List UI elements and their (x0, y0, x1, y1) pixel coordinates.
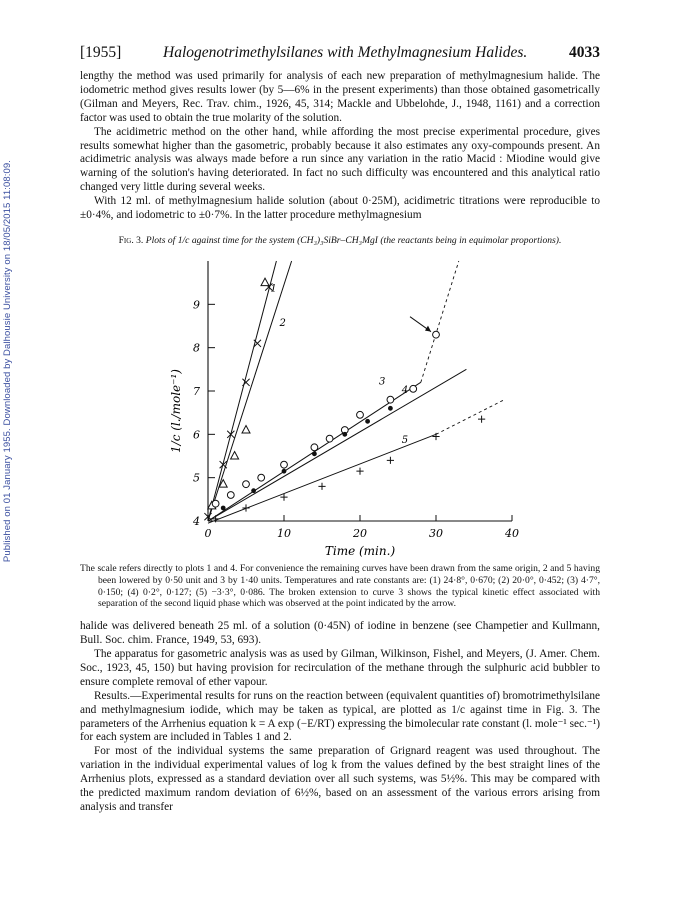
data-point-circle (212, 500, 219, 507)
series-label-1: 1 (270, 283, 277, 295)
data-point-circle (387, 396, 394, 403)
data-point-dot (282, 469, 287, 474)
y-axis-label: 1/c (l./mole⁻¹) (169, 368, 183, 453)
data-point-circle (311, 444, 318, 451)
data-point-dot (388, 406, 393, 411)
paragraph: The acidimetric method on the other hand, while affording the most precise experimental procedure, gives results somewhat higher than the gasometric, probably because it also estimates any oxy-compounds present. An acidimetric analysis was always made before a run since any variation in the ratio Macid : Miodine would give warning of the solution's having deteriorated. In fact no such difficulty was encountered and this analytical ratio changed very little during several weeks. (80, 125, 600, 194)
figure-note: The scale refers directly to plots 1 and 4. For convenience the remaining curves have been drawn from the same origin, 2 and 5 having been lowered by 0·50 unit and 3 by 1·40 units. Temperatures and rate constants are: (1) 24·8°, 0·670; (2) 20·0°, 0·452; (3) 4·7°, 0·150; (4) 0·2°, 0·127; (5) −3·3°, 0·086. The broken extension to curve 3 shows the typical kinetic effect associated with separation of the second liquid phase which was observed at the point indicated by the arrow. (80, 562, 600, 610)
data-point-plus (478, 416, 485, 423)
data-point-plus (387, 457, 394, 464)
paragraph: With 12 ml. of methylmagnesium halide solution (about 0·25M), acidimetric titrations were reproducible to ±0·4%, and iodometric to ±0·7%. In the latter procedure methylmagnesium (80, 195, 600, 222)
data-point-circle (433, 331, 440, 338)
data-point-dot (251, 488, 256, 493)
series-label-3: 3 (379, 376, 386, 388)
y-tick-label: 7 (193, 384, 200, 398)
kinetics-chart (80, 249, 600, 559)
fit-line-2 (208, 261, 292, 521)
figure-caption-text: Plots of 1/c against time for the system (CH₃)₃SiBr–CH₃MgI (the reactants being in equimolar proportions). (145, 234, 562, 246)
x-tick-label: 0 (204, 526, 212, 540)
data-point-circle (258, 474, 265, 481)
data-point-circle (243, 481, 250, 488)
data-point-dot (342, 432, 347, 437)
paragraph: The apparatus for gasometric analysis was as used by Gilman, Wilkinson, Fishel, and Meyers, (J. Amer. Chem. Soc., 1923, 45, 150) but having provision for recirculation of the methane through the sulphuric acid bubbler to ensure complete removal of ether vapour. (80, 647, 600, 688)
fit-line-1 (208, 261, 276, 521)
paragraph: lengthy the method was used primarily for analysis of each new preparation of methylmagnesium halide. The iodometric method gives results lower (by 5—6% in the present experiments) than those obtained gasometrically (Gilman and Meyers, Rec. Trav. chim., 1926, 45, 314; Mackle and Ubbelohde, J., 1948, 1161) and a correction factor was used to obtain the true molarity of the solution. (80, 70, 600, 124)
data-point-cross (242, 379, 249, 386)
series-label-2: 2 (279, 317, 286, 329)
data-point-cross (227, 431, 234, 438)
extension-line-5 (436, 400, 504, 435)
paragraph: halide was delivered beneath 25 ml. of a solution (0·45N) of iodine in benzene (see Champetier and Kullmann, Bull. Soc. chim. France, 1949, 53, 693). (80, 620, 600, 647)
data-point-plus (432, 433, 439, 440)
running-header (80, 44, 600, 62)
x-tick-label: 30 (429, 526, 443, 540)
figure-3 (80, 249, 600, 559)
y-tick-label: 8 (193, 341, 200, 355)
data-point-plus (242, 504, 249, 511)
paragraph: Results.—Experimental results for runs on the reaction between (equivalent quantities of) bromotrimethylsilane and methylmagnesium iodide, which may be taken as typical, are plotted as 1/c against time in Fig. 3. The parameters of the Arrhenius equation k = A exp (−E/RT) expressing the bimolecular rate constant (l. mole⁻¹ sec.⁻¹) for each system are included in Tables 1 and 2. (80, 689, 600, 744)
page-body (80, 44, 600, 815)
data-point-triangle (261, 278, 269, 286)
paragraph: For most of the individual systems the same preparation of Grignard reagent was used throughout. The variation in the individual experimental values of log k from the values defined by the best straight lines of the Arrhenius plots, expressed as a standard deviation over all such systems, was 5½%. This may be compared with the predicted maximum random deviation of 6½%, based on an assessment of the various errors arising from analysis and transfer (80, 745, 600, 813)
download-watermark: Published on 01 January 1955. Downloaded by Dalhousie University on 18/05/2015 11:08:09. (2, 160, 13, 563)
x-tick-label: 10 (277, 526, 291, 540)
y-tick-label: 9 (193, 298, 200, 312)
y-tick-label: 6 (193, 428, 200, 442)
series-label-4: 4 (401, 385, 409, 397)
data-point-circle (410, 385, 417, 392)
figure-notes (80, 563, 600, 610)
data-point-circle (326, 435, 333, 442)
data-point-triangle (231, 451, 239, 459)
header-year: [1955] (80, 44, 122, 61)
x-axis-label: Time (min.) (324, 543, 396, 558)
data-point-plus (356, 468, 363, 475)
extension-line-3 (421, 261, 459, 382)
separation-arrow-head (425, 326, 431, 332)
y-tick-label: 5 (193, 471, 200, 485)
header-title: Halogenotrimethylsilanes with Methylmagnesium Halides. (163, 44, 528, 61)
series-label-5: 5 (401, 434, 409, 446)
y-tick-label: 4 (193, 514, 200, 528)
x-tick-label: 20 (353, 526, 367, 540)
data-point-dot (221, 506, 226, 511)
data-point-circle (281, 461, 288, 468)
fit-line-4 (208, 369, 466, 521)
data-point-circle (227, 492, 234, 499)
data-point-dot (312, 451, 317, 456)
figure-caption (80, 235, 600, 247)
x-tick-label: 40 (505, 526, 519, 540)
data-point-plus (318, 483, 325, 490)
page-number: 4033 (568, 44, 600, 61)
body-continued (80, 620, 600, 815)
figure-label: Fig. 3. (118, 234, 144, 246)
fit-line-5 (208, 434, 436, 523)
data-point-triangle (242, 425, 250, 433)
data-point-dot (365, 419, 370, 424)
data-point-circle (357, 411, 364, 418)
